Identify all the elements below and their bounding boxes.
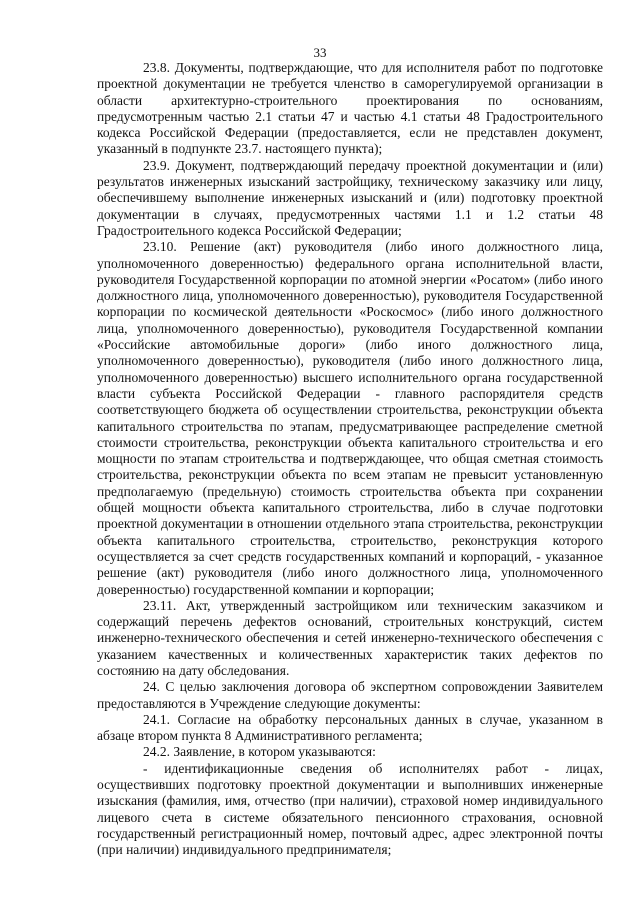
paragraph-23-10: 23.10. Решение (акт) руководителя (либо иного должностного лица, уполномоченного доверенностью) федерального органа исполнительной власти, руководителя Государственной корпорации по атомной энергии «Росатом» (либо иного должностного лица, уполномоченного доверенностью), руководителя Государственной корпорации по космической деятельности «Роскосмос» (либо иного должностного лица, уполномоченного доверенностью), руководителя Государственной компании «Российские автомобильные дороги» (либо иного должностного лица, уполномоченного доверенностью), руководителя (либо иного должностного лица, уполномоченного доверенностью) высшего исполнительного органа государственной власти субъекта Российской Федерации - главного распорядителя средств соответствующего бюджета об осуществлении строительства, реконструкции объекта капитального строительства по этапам, предусматривающее распределение сметной стоимости строительства, реконструкции объекта капитального строительства и его мощности по этапам строительства и подтверждающее, что общая сметная стоимость строительства, реконструкции объекта по всем этапам не превысит установленную предполагаемую (предельную) стоимость строительства объекта при сохранении общей мощности объекта капитального строительства, либо в случае подготовки проектной документации в отношении отдельного этапа строительства, реконструкции объекта капитального строительства, строительство, реконструкция которого осуществляется за счет средств государственных компаний и корпораций, - указанное решение (акт) руководителя (либо иного должностного лица, уполномоченного доверенностью) государственной компании и корпорации; — [97, 239, 603, 597]
paragraph-24-2-item: - идентификационные сведения об исполнителях работ - лицах, осуществивших подготовку проектной документации и выполнивших инженерные изыскания (фамилия, имя, отчество (при наличии), страховой номер индивидуального лицевого счета в системе обязательного пенсионного страхования, основной государственный регистрационный номер, почтовый адрес, адрес электронной почты (при наличии) индивидуального предпринимателя; — [97, 760, 603, 858]
paragraph-23-8: 23.8. Документы, подтверждающие, что для исполнителя работ по подготовке проектной документации не требуется членство в саморегулируемой организации в области архитектурно-строительного проектирования по основаниям, предусмотренным частью 2.1 статьи 47 и частью 4.1 статьи 48 Градостроительного кодекса Российской Федерации (предоставляется, если не представлен документ, указанный в подпункте 23.7. настоящего пункта); — [97, 60, 603, 157]
paragraph-24-2: 24.2. Заявление, в котором указываются: — [143, 744, 376, 760]
page-number: 33 — [313, 45, 327, 60]
paragraph-24-1: 24.1. Согласие на обработку персональных данных в случае, указанном в абзаце втором пункта 8 Административного регламента; — [97, 711, 603, 744]
paragraph-23-9: 23.9. Документ, подтверждающий передачу проектной документации и (или) результатов инженерных изысканий застройщику, техническому заказчику или лицу, обеспечившему выполнение инженерных изысканий и (или) подготовку проектной документации в случаях, предусмотренных частями 1.1 и 1.2 статьи 48 Градостроительного кодекса Российской Федерации; — [97, 157, 603, 238]
paragraph-23-11: 23.11. Акт, утвержденный застройщиком или техническим заказчиком и содержащий перечень дефектов оснований, строительных конструкций, систем инженерно-технического обеспечения и сетей инженерно-технического обеспечения с указанием качественных и количественных характеристик таких дефектов по состоянию на дату обследования. — [97, 597, 603, 678]
document-body — [97, 60, 603, 859]
paragraph-24: 24. С целью заключения договора об экспертном сопровождении Заявителем предоставляются в Учреждение следующие документы: — [97, 679, 603, 711]
